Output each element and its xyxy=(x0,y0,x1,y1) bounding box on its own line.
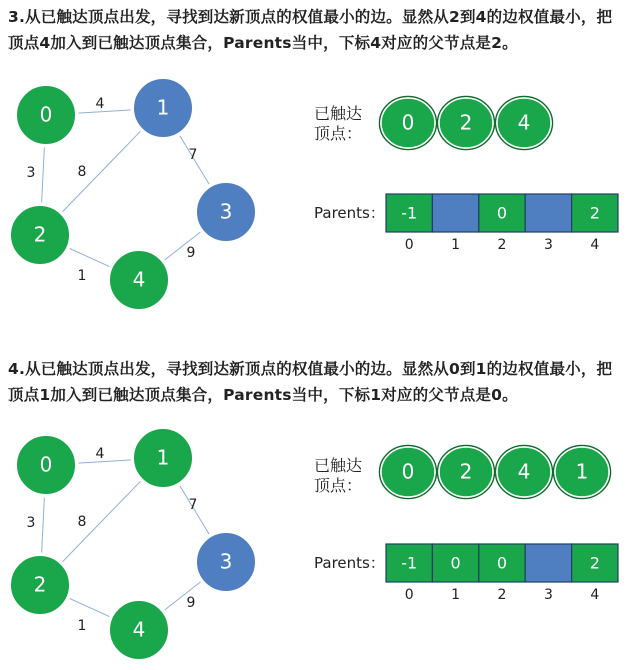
parents-cell-2 xyxy=(479,194,525,232)
parents-cell-value: -1 xyxy=(401,203,418,223)
step-4-touched-label xyxy=(314,456,384,496)
step-4-touched-set xyxy=(378,444,618,500)
touched-vertex-label: 1 xyxy=(575,459,589,484)
parents-index-1: 1 xyxy=(451,587,461,603)
edge-weight-0-1: 4 xyxy=(95,446,105,462)
parents-index-0: 0 xyxy=(404,237,414,253)
step-4-description: 4.从已触达顶点出发，寻找到达新顶点的权值最小的边。显然从0到1的边权值最小，把顶点1加入到已触达顶点集合，Parents当中，下标1对应的父节点是0。 xyxy=(8,360,613,404)
touched-label-line2: 顶点： xyxy=(314,476,363,495)
parents-cell-2 xyxy=(479,544,525,582)
touched-vertex-4 xyxy=(496,97,553,150)
vertex-1 xyxy=(132,77,195,140)
step-4-parents-array xyxy=(385,541,625,611)
step-3-graph xyxy=(0,70,300,320)
vertex-label: 1 xyxy=(156,95,170,120)
touched-vertex-0 xyxy=(380,97,437,150)
parents-cell-3 xyxy=(525,544,571,582)
parents-index-4: 4 xyxy=(590,237,600,253)
step-3-touched-label xyxy=(314,104,384,144)
step-3-touched-set xyxy=(378,95,618,151)
touched-vertex-2 xyxy=(438,97,495,150)
parents-cell-4 xyxy=(572,544,618,582)
parents-cell-value: -1 xyxy=(401,553,418,573)
touched-vertex-label: 4 xyxy=(517,110,531,135)
touched-vertex-label: 0 xyxy=(401,459,415,484)
parents-index-3: 3 xyxy=(543,237,553,253)
touched-vertex-label: 0 xyxy=(401,110,415,135)
touched-vertex-2 xyxy=(438,446,495,499)
vertex-label: 4 xyxy=(132,267,146,292)
vertex-0 xyxy=(15,434,78,497)
parents-cell-1 xyxy=(432,194,478,232)
vertex-3 xyxy=(195,531,258,594)
parents-index-0: 0 xyxy=(404,587,414,603)
touched-vertex-label: 4 xyxy=(517,459,531,484)
touched-vertex-1 xyxy=(554,446,611,499)
vertex-3 xyxy=(195,181,258,244)
step-3-parents-array xyxy=(385,191,625,261)
vertex-1 xyxy=(132,427,195,490)
parents-cell-3 xyxy=(525,194,571,232)
step-3-description: 3.从已触达顶点出发，寻找到达新顶点的权值最小的边。显然从2到4的边权值最小，把顶点4加入到已触达顶点集合，Parents当中，下标4对应的父节点是2。 xyxy=(8,8,613,52)
vertex-label: 2 xyxy=(33,222,47,247)
parents-cell-4 xyxy=(572,194,618,232)
vertex-label: 1 xyxy=(156,445,170,470)
edge-weight-0-2: 3 xyxy=(26,515,36,531)
edge-weight-0-1: 4 xyxy=(95,96,105,112)
vertex-label: 0 xyxy=(39,452,53,477)
touched-vertex-4 xyxy=(496,446,553,499)
vertex-label: 3 xyxy=(219,199,233,224)
touched-label-line1: 已触达 xyxy=(314,456,363,475)
parents-cell-value: 2 xyxy=(589,203,600,223)
parents-cell-value: 0 xyxy=(496,553,508,573)
touched-label-line2: 顶点： xyxy=(314,124,363,143)
step-4-parents-label: Parents： xyxy=(314,554,385,572)
parents-index-3: 3 xyxy=(543,587,553,603)
edge-weight-2-4: 1 xyxy=(77,618,87,634)
parents-cell-1 xyxy=(432,544,478,582)
parents-cell-value: 0 xyxy=(450,553,461,573)
edge-weight-1-2: 8 xyxy=(77,164,87,180)
edge-weight-0-2: 3 xyxy=(26,165,36,181)
edge-weight-1-3: 7 xyxy=(188,497,198,513)
touched-vertex-label: 2 xyxy=(459,459,473,484)
vertex-label: 3 xyxy=(219,549,233,574)
parents-index-2: 2 xyxy=(497,587,507,603)
vertex-2 xyxy=(9,204,72,267)
parents-index-2: 2 xyxy=(497,237,507,253)
parents-index-1: 1 xyxy=(451,237,461,253)
vertex-2 xyxy=(9,554,72,617)
vertex-0 xyxy=(15,84,78,147)
touched-vertex-label: 2 xyxy=(459,110,473,135)
edge-weight-2-4: 1 xyxy=(77,268,87,284)
vertex-label: 0 xyxy=(39,102,53,127)
touched-vertex-0 xyxy=(380,446,437,499)
vertex-label: 2 xyxy=(33,572,47,597)
step-3-parents-label: Parents： xyxy=(314,204,385,222)
parents-cell-value: 2 xyxy=(589,553,600,573)
vertex-label: 4 xyxy=(132,617,146,642)
edge-weight-3-4: 9 xyxy=(186,595,196,611)
parents-index-4: 4 xyxy=(590,587,600,603)
parents-cell-0 xyxy=(386,194,432,232)
edge-weight-1-3: 7 xyxy=(188,147,198,163)
edge-weight-1-2: 8 xyxy=(77,514,87,530)
vertex-4 xyxy=(108,599,171,662)
edge-weight-3-4: 9 xyxy=(186,245,196,261)
parents-cell-value: 0 xyxy=(496,203,508,223)
touched-label-line1: 已触达 xyxy=(314,104,363,123)
step-4-graph xyxy=(0,420,300,670)
vertex-4 xyxy=(108,249,171,312)
parents-cell-0 xyxy=(386,544,432,582)
